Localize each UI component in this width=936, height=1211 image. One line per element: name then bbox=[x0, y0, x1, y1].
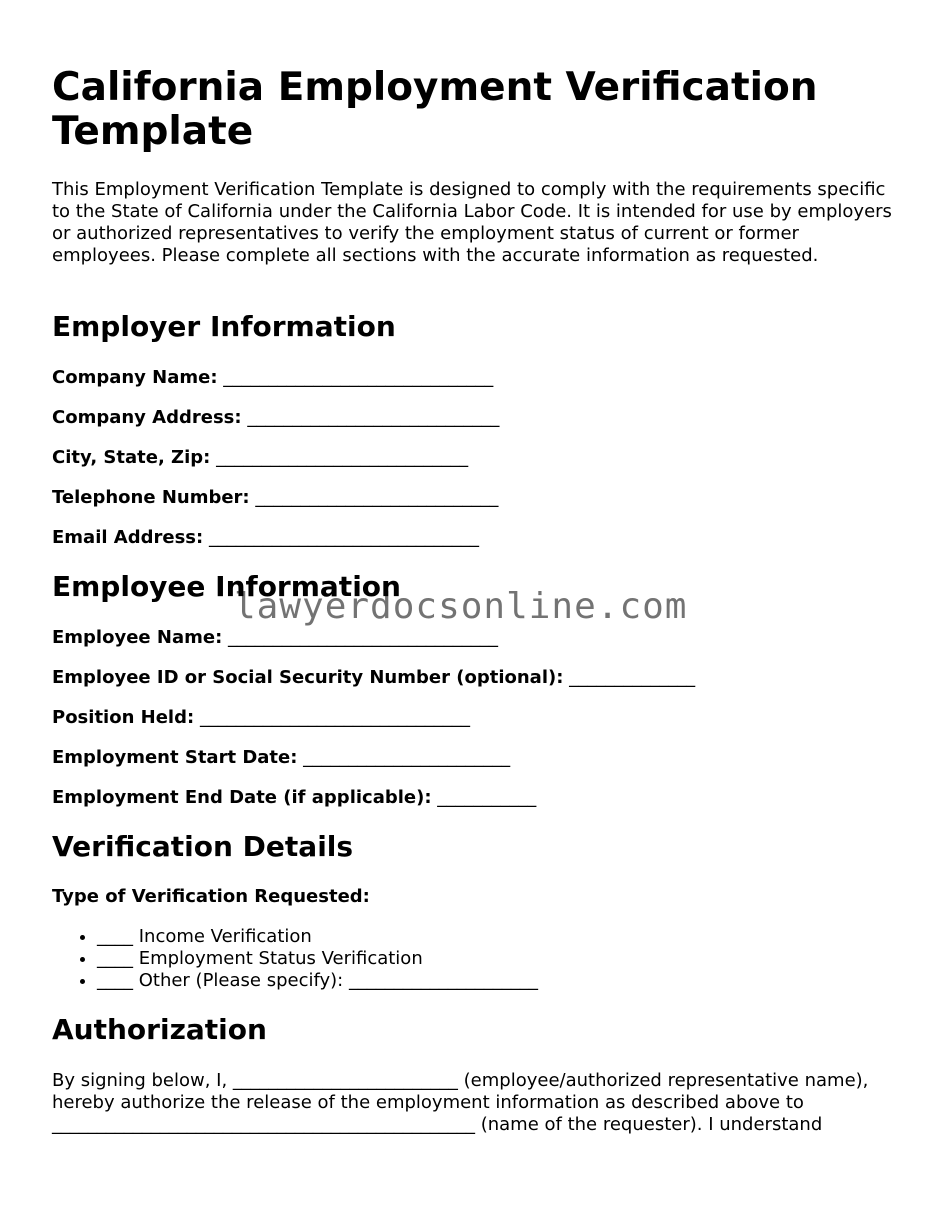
field-label: Employee ID or Social Security Number (optional): bbox=[52, 667, 564, 688]
field-label: Employee Name: bbox=[52, 627, 223, 648]
verification-type-label: Type of Verification Requested: bbox=[52, 886, 370, 907]
field-label: City, State, Zip: bbox=[52, 447, 211, 468]
field-blank: ______________________________ bbox=[208, 527, 479, 548]
position-held-field bbox=[52, 707, 470, 729]
field-blank: ____________________________ bbox=[247, 407, 500, 428]
field-label: Position Held: bbox=[52, 707, 195, 728]
employee-id-field bbox=[52, 667, 695, 689]
field-blank: ___________________________ bbox=[255, 487, 499, 508]
field-blank: ____________________________ bbox=[216, 447, 469, 468]
employer-section-heading: Employer Information bbox=[52, 310, 396, 343]
start-date-field bbox=[52, 747, 510, 769]
intro-paragraph: This Employment Verification Template is designed to comply with the requirements specific to the State of California under the California Labor Code. It is intended for use by employers or authorized representatives to verify the employment status of current or former employees. Please complete all sections with the accurate information as requested. bbox=[52, 179, 892, 266]
telephone-number-field bbox=[52, 487, 498, 509]
email-address-field bbox=[52, 527, 479, 549]
field-label: Employment Start Date: bbox=[52, 747, 298, 768]
authorization-section-heading: Authorization bbox=[52, 1013, 267, 1046]
field-label: Company Name: bbox=[52, 367, 218, 388]
authorization-paragraph: By signing below, I, _________________________ (employee/authorized representative name), hereby authorize the release of the employment information as described above to _______________________________________________ (name of the requester). I understand bbox=[52, 1070, 869, 1135]
field-blank: ______________________________ bbox=[228, 627, 498, 648]
employee-name-field bbox=[52, 627, 498, 649]
page-title: California Employment Verification Template bbox=[52, 65, 818, 154]
company-name-field bbox=[52, 367, 493, 389]
list-item: • ____ Other (Please specify): _____________________ bbox=[97, 970, 538, 992]
list-item: • ____ Income Verification bbox=[97, 926, 538, 948]
employee-section-heading: Employee Information bbox=[52, 570, 401, 603]
city-state-zip-field bbox=[52, 447, 468, 469]
field-label: Employment End Date (if applicable): bbox=[52, 787, 432, 808]
verification-options-list bbox=[52, 926, 538, 992]
verification-section-heading: Verification Details bbox=[52, 830, 354, 863]
company-address-field bbox=[52, 407, 499, 429]
field-blank: ______________________________ bbox=[199, 707, 470, 728]
field-label: Email Address: bbox=[52, 527, 204, 548]
field-blank: ______________________________ bbox=[223, 367, 494, 388]
field-blank: ___________ bbox=[437, 787, 537, 808]
field-label: Telephone Number: bbox=[52, 487, 250, 508]
field-blank: ______________ bbox=[569, 667, 696, 688]
field-label: Company Address: bbox=[52, 407, 242, 428]
watermark: lawyerdocsonline.com bbox=[234, 586, 688, 627]
end-date-field bbox=[52, 787, 536, 809]
field-blank: _______________________ bbox=[303, 747, 511, 768]
list-item: • ____ Employment Status Verification bbox=[97, 948, 538, 970]
